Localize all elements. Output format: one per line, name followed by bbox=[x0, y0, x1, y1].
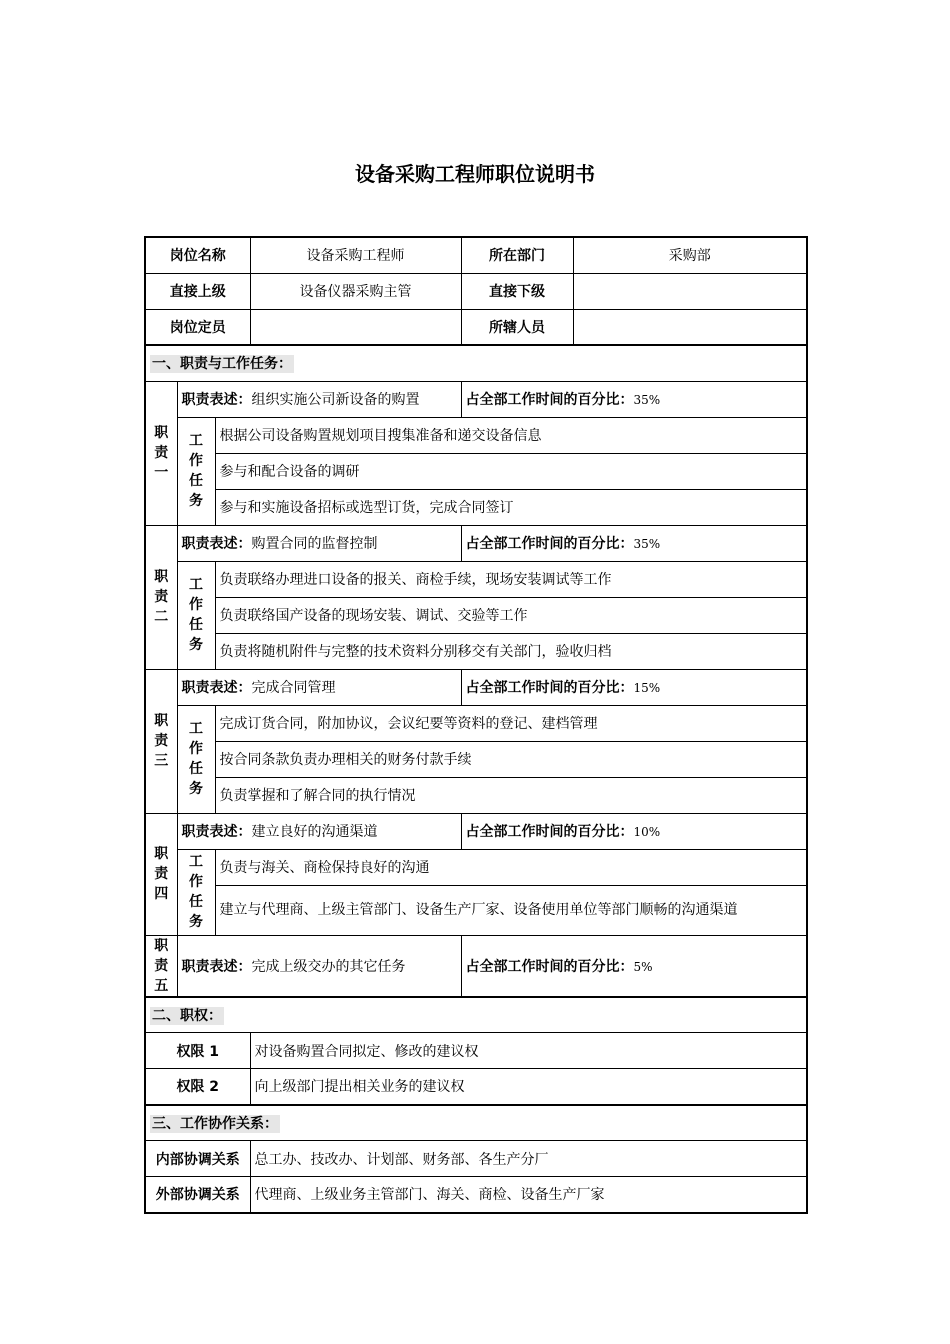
duty-1-task-3: 参与和实施设备招标或选型订货，完成合同签订 bbox=[215, 489, 807, 525]
duty-4-task-2: 建立与代理商、上级主管部门、设备生产厂家、设备使用单位等部门顺畅的沟通渠道 bbox=[215, 885, 807, 935]
duty-1-task-2: 参与和配合设备的调研 bbox=[215, 453, 807, 489]
label-staff: 所辖人员 bbox=[461, 309, 573, 345]
duty-2-desc-row bbox=[145, 525, 807, 561]
header-row-2 bbox=[145, 273, 807, 309]
job-description-table bbox=[144, 236, 808, 1214]
value-direct-subordinate bbox=[573, 273, 807, 309]
duty-3-task-label: 工 作 任 务 bbox=[177, 705, 215, 813]
duty-2-task-3: 负责将随机附件与完整的技术资料分别移交有关部门，验收归档 bbox=[215, 633, 807, 669]
duty-2-task-2: 负责联络国产设备的现场安装、调试、交验等工作 bbox=[215, 597, 807, 633]
value-position-name: 设备采购工程师 bbox=[250, 237, 461, 273]
section-authority-heading: 二、职权： bbox=[145, 997, 807, 1033]
duty-1-task-1: 根据公司设备购置规划项目搜集准备和递交设备信息 bbox=[215, 417, 807, 453]
authority-row-1 bbox=[145, 1033, 807, 1069]
duty-4-task-1: 负责与海关、商检保持良好的沟通 bbox=[215, 849, 807, 885]
duty-4-description: 职责表述：建立良好的沟通渠道 bbox=[177, 813, 461, 849]
duty-5-percentage: 占全部工作时间的百分比：5% bbox=[461, 935, 807, 997]
duty-1-label: 职 责 一 bbox=[145, 381, 177, 525]
internal-relation-label: 内部协调关系 bbox=[145, 1141, 250, 1177]
authority-2-text: 向上级部门提出相关业务的建议权 bbox=[250, 1069, 807, 1105]
duty-5-label: 职 责 五 bbox=[145, 935, 177, 997]
authority-1-text: 对设备购置合同拟定、修改的建议权 bbox=[250, 1033, 807, 1069]
duty-3-desc-row bbox=[145, 669, 807, 705]
label-direct-subordinate: 直接下级 bbox=[461, 273, 573, 309]
duty-5-row bbox=[145, 935, 807, 997]
section-relations-heading: 三、工作协作关系： bbox=[145, 1105, 807, 1141]
duty-4-task-label: 工 作 任 务 bbox=[177, 849, 215, 935]
label-headcount: 岗位定员 bbox=[145, 309, 250, 345]
duty-3-task-3: 负责掌握和了解合同的执行情况 bbox=[215, 777, 807, 813]
duty-3-percentage: 占全部工作时间的百分比：15% bbox=[461, 669, 807, 705]
external-relation-label: 外部协调关系 bbox=[145, 1177, 250, 1213]
duty-3-task-1: 完成订货合同，附加协议，会议纪要等资料的登记、建档管理 bbox=[215, 705, 807, 741]
duty-3-label: 职 责 三 bbox=[145, 669, 177, 813]
label-department: 所在部门 bbox=[461, 237, 573, 273]
value-staff bbox=[573, 309, 807, 345]
authority-2-label: 权限 2 bbox=[145, 1069, 250, 1105]
label-direct-superior: 直接上级 bbox=[145, 273, 250, 309]
section-duties-heading: 一、职责与工作任务： bbox=[145, 345, 807, 381]
value-department: 采购部 bbox=[573, 237, 807, 273]
authority-1-label: 权限 1 bbox=[145, 1033, 250, 1069]
value-direct-superior: 设备仪器采购主管 bbox=[250, 273, 461, 309]
duty-5-description: 职责表述：完成上级交办的其它任务 bbox=[177, 935, 461, 997]
duty-4-desc-row bbox=[145, 813, 807, 849]
value-headcount bbox=[250, 309, 461, 345]
document-title: 设备采购工程师职位说明书 bbox=[355, 162, 595, 186]
authority-row-2 bbox=[145, 1069, 807, 1105]
internal-relation-text: 总工办、技改办、计划部、财务部、各生产分厂 bbox=[250, 1141, 807, 1177]
duty-2-description: 职责表述：购置合同的监督控制 bbox=[177, 525, 461, 561]
duty-1-description: 职责表述：组织实施公司新设备的购置 bbox=[177, 381, 461, 417]
duty-3-description: 职责表述：完成合同管理 bbox=[177, 669, 461, 705]
relation-row-internal bbox=[145, 1141, 807, 1177]
header-row-1 bbox=[145, 237, 807, 273]
duty-1-percentage: 占全部工作时间的百分比：35% bbox=[461, 381, 807, 417]
duty-1-desc-row bbox=[145, 381, 807, 417]
external-relation-text: 代理商、上级业务主管部门、海关、商检、设备生产厂家 bbox=[250, 1177, 807, 1213]
duty-2-label: 职 责 二 bbox=[145, 525, 177, 669]
duty-1-task-label: 工 作 任 务 bbox=[177, 417, 215, 525]
duty-2-percentage: 占全部工作时间的百分比：35% bbox=[461, 525, 807, 561]
duty-2-task-label: 工 作 任 务 bbox=[177, 561, 215, 669]
relation-row-external bbox=[145, 1177, 807, 1213]
duty-4-percentage: 占全部工作时间的百分比：10% bbox=[461, 813, 807, 849]
duty-2-task-1: 负责联络办理进口设备的报关、商检手续，现场安装调试等工作 bbox=[215, 561, 807, 597]
duty-3-task-2: 按合同条款负责办理相关的财务付款手续 bbox=[215, 741, 807, 777]
header-row-3 bbox=[145, 309, 807, 345]
label-position-name: 岗位名称 bbox=[145, 237, 250, 273]
duty-4-label: 职 责 四 bbox=[145, 813, 177, 935]
